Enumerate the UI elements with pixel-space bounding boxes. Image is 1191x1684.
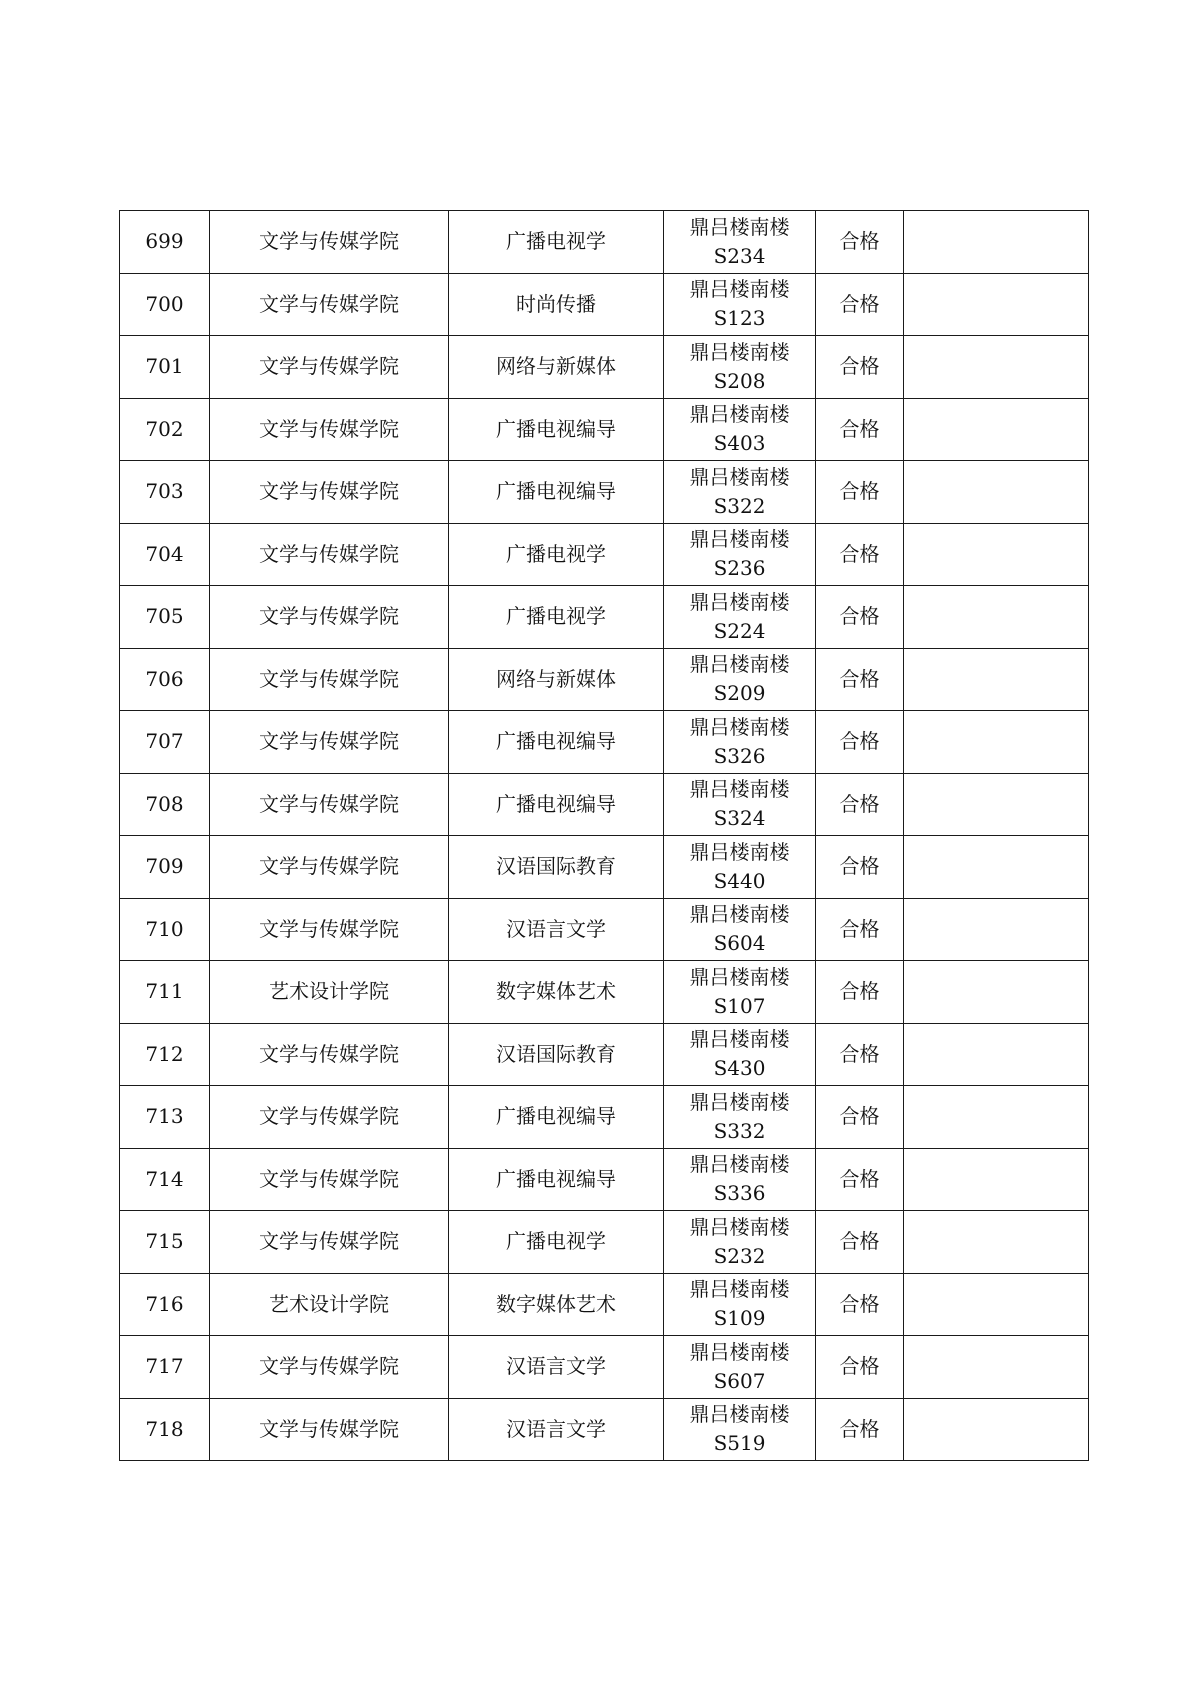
table-row [120, 648, 1089, 711]
result-cell: 合格 [816, 1211, 904, 1274]
major-cell: 广播电视学 [449, 523, 664, 586]
building-name: 鼎吕楼南楼 [689, 902, 790, 927]
dorm-room-cell [664, 586, 816, 649]
major-cell: 广播电视学 [449, 211, 664, 274]
row-number-cell: 717 [120, 1336, 210, 1399]
major-cell: 广播电视学 [449, 586, 664, 649]
result-cell: 合格 [816, 461, 904, 524]
remarks-cell [904, 648, 1089, 711]
college-cell: 艺术设计学院 [210, 1273, 449, 1336]
room-number: S234 [713, 243, 766, 268]
building-name: 鼎吕楼南楼 [689, 1089, 790, 1114]
major-cell: 广播电视编导 [449, 711, 664, 774]
college-cell: 文学与传媒学院 [210, 273, 449, 336]
remarks-cell [904, 1336, 1089, 1399]
major-cell: 数字媒体艺术 [449, 961, 664, 1024]
result-cell: 合格 [816, 398, 904, 461]
table-row [120, 1211, 1089, 1274]
room-number: S604 [713, 931, 766, 956]
major-cell: 汉语言文学 [449, 898, 664, 961]
college-cell: 文学与传媒学院 [210, 1086, 449, 1149]
college-cell: 文学与传媒学院 [210, 1023, 449, 1086]
building-name: 鼎吕楼南楼 [689, 777, 790, 802]
row-number-cell: 712 [120, 1023, 210, 1086]
table-row [120, 1336, 1089, 1399]
dorm-room-cell [664, 898, 816, 961]
dorm-room-cell [664, 336, 816, 399]
college-cell: 文学与传媒学院 [210, 586, 449, 649]
dormitory-inspection-table [119, 210, 1089, 1461]
remarks-cell [904, 336, 1089, 399]
result-cell: 合格 [816, 586, 904, 649]
major-cell: 网络与新媒体 [449, 336, 664, 399]
room-number: S208 [713, 368, 766, 393]
dorm-room-cell [664, 1211, 816, 1274]
major-cell: 广播电视编导 [449, 773, 664, 836]
room-number: S236 [713, 556, 766, 581]
remarks-cell [904, 398, 1089, 461]
dorm-room-cell [664, 1336, 816, 1399]
remarks-cell [904, 586, 1089, 649]
major-cell: 广播电视编导 [449, 1148, 664, 1211]
table-row [120, 586, 1089, 649]
remarks-cell [904, 1273, 1089, 1336]
major-cell: 汉语言文学 [449, 1336, 664, 1399]
major-cell: 数字媒体艺术 [449, 1273, 664, 1336]
major-cell: 汉语国际教育 [449, 836, 664, 899]
room-number: S607 [713, 1368, 766, 1393]
table-row [120, 211, 1089, 274]
row-number-cell: 704 [120, 523, 210, 586]
remarks-cell [904, 961, 1089, 1024]
remarks-cell [904, 461, 1089, 524]
building-name: 鼎吕楼南楼 [689, 1277, 790, 1302]
dorm-room-cell [664, 711, 816, 774]
room-number: S326 [713, 743, 766, 768]
dorm-room-cell [664, 461, 816, 524]
remarks-cell [904, 773, 1089, 836]
row-number-cell: 710 [120, 898, 210, 961]
building-name: 鼎吕楼南楼 [689, 589, 790, 614]
table-row [120, 1148, 1089, 1211]
table-row [120, 523, 1089, 586]
table-row [120, 1398, 1089, 1461]
room-number: S403 [713, 431, 766, 456]
building-name: 鼎吕楼南楼 [689, 1339, 790, 1364]
row-number-cell: 707 [120, 711, 210, 774]
table-row [120, 836, 1089, 899]
remarks-cell [904, 836, 1089, 899]
row-number-cell: 714 [120, 1148, 210, 1211]
building-name: 鼎吕楼南楼 [689, 339, 790, 364]
building-name: 鼎吕楼南楼 [689, 714, 790, 739]
row-number-cell: 711 [120, 961, 210, 1024]
row-number-cell: 708 [120, 773, 210, 836]
building-name: 鼎吕楼南楼 [689, 464, 790, 489]
college-cell: 艺术设计学院 [210, 961, 449, 1024]
room-number: S123 [713, 306, 766, 331]
remarks-cell [904, 273, 1089, 336]
room-number: S107 [713, 993, 766, 1018]
college-cell: 文学与传媒学院 [210, 711, 449, 774]
result-cell: 合格 [816, 523, 904, 586]
dorm-room-cell [664, 398, 816, 461]
table-row [120, 898, 1089, 961]
building-name: 鼎吕楼南楼 [689, 1402, 790, 1427]
row-number-cell: 713 [120, 1086, 210, 1149]
row-number-cell: 701 [120, 336, 210, 399]
college-cell: 文学与传媒学院 [210, 398, 449, 461]
building-name: 鼎吕楼南楼 [689, 527, 790, 552]
major-cell: 网络与新媒体 [449, 648, 664, 711]
room-number: S209 [713, 681, 766, 706]
room-number: S430 [713, 1056, 766, 1081]
major-cell: 广播电视学 [449, 1211, 664, 1274]
result-cell: 合格 [816, 1023, 904, 1086]
major-cell: 时尚传播 [449, 273, 664, 336]
result-cell: 合格 [816, 336, 904, 399]
building-name: 鼎吕楼南楼 [689, 402, 790, 427]
major-cell: 汉语言文学 [449, 1398, 664, 1461]
college-cell: 文学与传媒学院 [210, 1148, 449, 1211]
college-cell: 文学与传媒学院 [210, 1336, 449, 1399]
dorm-room-cell [664, 273, 816, 336]
table-row [120, 273, 1089, 336]
row-number-cell: 709 [120, 836, 210, 899]
college-cell: 文学与传媒学院 [210, 336, 449, 399]
major-cell: 广播电视编导 [449, 461, 664, 524]
dorm-room-cell [664, 836, 816, 899]
dorm-room-cell [664, 1148, 816, 1211]
table-row [120, 961, 1089, 1024]
room-number: S322 [713, 493, 766, 518]
remarks-cell [904, 523, 1089, 586]
table-row [120, 1023, 1089, 1086]
result-cell: 合格 [816, 648, 904, 711]
remarks-cell [904, 898, 1089, 961]
table-row [120, 398, 1089, 461]
college-cell: 文学与传媒学院 [210, 836, 449, 899]
college-cell: 文学与传媒学院 [210, 1398, 449, 1461]
room-number: S232 [713, 1243, 766, 1268]
row-number-cell: 716 [120, 1273, 210, 1336]
building-name: 鼎吕楼南楼 [689, 1027, 790, 1052]
result-cell: 合格 [816, 1273, 904, 1336]
row-number-cell: 700 [120, 273, 210, 336]
table-row [120, 336, 1089, 399]
result-cell: 合格 [816, 836, 904, 899]
building-name: 鼎吕楼南楼 [689, 1214, 790, 1239]
remarks-cell [904, 711, 1089, 774]
college-cell: 文学与传媒学院 [210, 773, 449, 836]
remarks-cell [904, 211, 1089, 274]
college-cell: 文学与传媒学院 [210, 523, 449, 586]
building-name: 鼎吕楼南楼 [689, 964, 790, 989]
building-name: 鼎吕楼南楼 [689, 652, 790, 677]
result-cell: 合格 [816, 773, 904, 836]
room-number: S324 [713, 806, 766, 831]
major-cell: 广播电视编导 [449, 1086, 664, 1149]
college-cell: 文学与传媒学院 [210, 648, 449, 711]
row-number-cell: 718 [120, 1398, 210, 1461]
row-number-cell: 703 [120, 461, 210, 524]
dorm-room-cell [664, 523, 816, 586]
room-number: S519 [713, 1431, 766, 1456]
result-cell: 合格 [816, 961, 904, 1024]
building-name: 鼎吕楼南楼 [689, 214, 790, 239]
dorm-room-cell [664, 1023, 816, 1086]
college-cell: 文学与传媒学院 [210, 461, 449, 524]
row-number-cell: 715 [120, 1211, 210, 1274]
dorm-room-cell [664, 648, 816, 711]
major-cell: 汉语国际教育 [449, 1023, 664, 1086]
table-row [120, 1273, 1089, 1336]
room-number: S332 [713, 1118, 766, 1143]
result-cell: 合格 [816, 1148, 904, 1211]
remarks-cell [904, 1148, 1089, 1211]
dorm-room-cell [664, 1086, 816, 1149]
dorm-room-cell [664, 773, 816, 836]
room-number: S336 [713, 1181, 766, 1206]
table-row [120, 773, 1089, 836]
table-row [120, 461, 1089, 524]
dorm-room-cell [664, 1398, 816, 1461]
building-name: 鼎吕楼南楼 [689, 1152, 790, 1177]
result-cell: 合格 [816, 1336, 904, 1399]
remarks-cell [904, 1211, 1089, 1274]
dorm-room-cell [664, 211, 816, 274]
remarks-cell [904, 1398, 1089, 1461]
row-number-cell: 705 [120, 586, 210, 649]
college-cell: 文学与传媒学院 [210, 898, 449, 961]
dorm-room-cell [664, 1273, 816, 1336]
result-cell: 合格 [816, 273, 904, 336]
result-cell: 合格 [816, 711, 904, 774]
result-cell: 合格 [816, 1086, 904, 1149]
result-cell: 合格 [816, 211, 904, 274]
building-name: 鼎吕楼南楼 [689, 277, 790, 302]
building-name: 鼎吕楼南楼 [689, 839, 790, 864]
row-number-cell: 706 [120, 648, 210, 711]
table-body [120, 211, 1089, 1461]
table-row [120, 1086, 1089, 1149]
row-number-cell: 699 [120, 211, 210, 274]
result-cell: 合格 [816, 898, 904, 961]
college-cell: 文学与传媒学院 [210, 1211, 449, 1274]
table-row [120, 711, 1089, 774]
result-cell: 合格 [816, 1398, 904, 1461]
remarks-cell [904, 1086, 1089, 1149]
room-number: S109 [713, 1306, 766, 1331]
room-number: S224 [713, 618, 766, 643]
dorm-room-cell [664, 961, 816, 1024]
college-cell: 文学与传媒学院 [210, 211, 449, 274]
major-cell: 广播电视编导 [449, 398, 664, 461]
row-number-cell: 702 [120, 398, 210, 461]
room-number: S440 [713, 868, 766, 893]
remarks-cell [904, 1023, 1089, 1086]
